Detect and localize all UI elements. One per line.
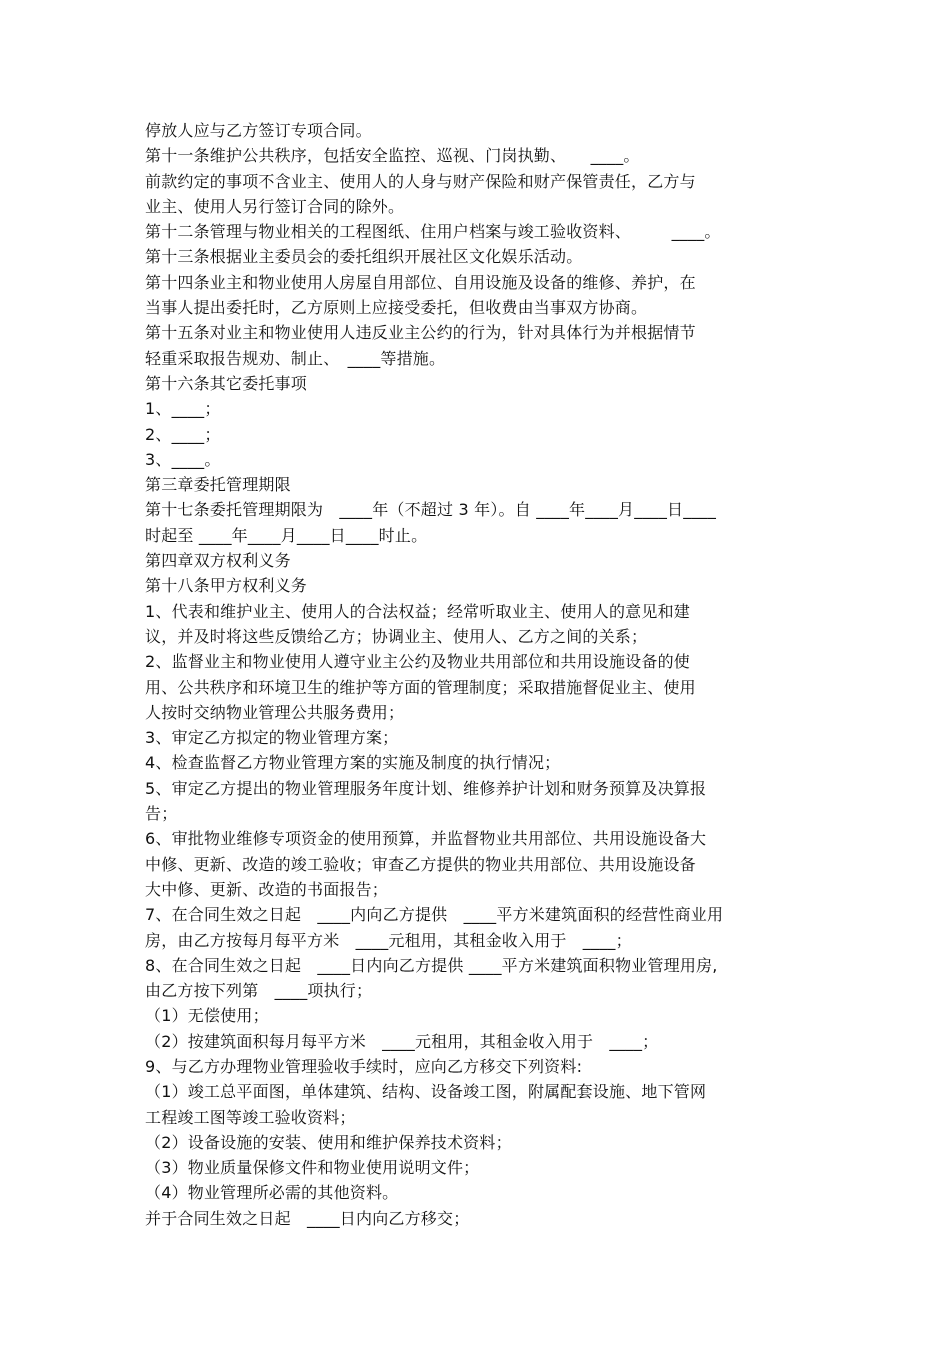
text-line: 房，由乙方按每月每平方米 ____元租用，其租金收入用于 ____； <box>145 930 632 950</box>
sub-list-item: （2）设备设施的安装、使用和维护保养技术资料； <box>145 1132 512 1152</box>
sub-list-item: （2）按建筑面积每月每平方米 ____元租用，其租金收入用于 ____； <box>145 1031 659 1051</box>
chapter-heading: 第三章委托管理期限 <box>145 475 291 495</box>
list-item: 5、审定乙方提出的物业管理服务年度计划、维修养护计划和财务预算及决算报 <box>145 778 707 798</box>
text-line: 第十三条根据业主委员会的委托组织开展社区文化娱乐活动。 <box>145 247 583 267</box>
list-item: 2、____； <box>145 424 221 444</box>
section-heading: 第十八条甲方权利义务 <box>145 576 308 596</box>
list-item: 7、在合同生效之日起 ____内向乙方提供 ____平方米建筑面积的经营性商业用 <box>145 905 724 925</box>
chapter-heading: 第四章双方权利义务 <box>145 551 291 571</box>
document-body <box>145 118 825 1231</box>
text-line: 第十七条委托管理期限为 ____年（不超过 3 年）。自 ____年____月____日____ <box>145 500 717 520</box>
text-line: 第十四条业主和物业使用人房屋自用部位、自用设施及设备的维修、养护，在 <box>145 272 696 292</box>
list-item: 3、审定乙方拟定的物业管理方案； <box>145 728 399 748</box>
text-line: 第十五条对业主和物业使用人违反业主公约的行为，针对具体行为并根据情节 <box>145 323 696 343</box>
text-line: 业主、使用人另行签订合同的除外。 <box>145 196 405 216</box>
text-line: 时起至 ____年____月____日____时止。 <box>145 525 428 545</box>
section-heading: 第十六条其它委托事项 <box>145 373 308 393</box>
sub-list-item: （1）竣工总平面图，单体建筑、结构、设备竣工图，附属配套设施、地下管网 <box>145 1082 707 1102</box>
text-line: 停放人应与乙方签订专项合同。 <box>145 121 372 140</box>
list-item: 9、与乙方办理物业管理验收手续时，应向乙方移交下列资料: <box>145 1056 583 1076</box>
list-item: 3、____。 <box>145 449 221 469</box>
text-line: 中修、更新、改造的竣工验收；审查乙方提供的物业共用部位、共用设施设备 <box>145 854 696 874</box>
sub-list-item: （3）物业质量保修文件和物业使用说明文件； <box>145 1158 480 1178</box>
list-item: 8、在合同生效之日起 ____日内向乙方提供 ____平方米建筑面积物业管理用房, <box>145 955 718 975</box>
text-line: 人按时交纳物业管理公共服务费用； <box>145 702 405 722</box>
sub-list-item: （1）无偿使用； <box>145 1006 269 1026</box>
text-line: 轻重采取报告规劝、制止、 ____等措施。 <box>145 348 446 368</box>
list-item: 6、审批物业维修专项资金的使用预算，并监督物业共用部位、共用设施设备大 <box>145 829 707 849</box>
sub-list-item: （4）物业管理所必需的其他资料。 <box>145 1183 399 1203</box>
text-line: 并于合同生效之日起 ____日内向乙方移交； <box>145 1208 470 1228</box>
list-item: 1、代表和维护业主、使用人的合法权益；经常听取业主、使用人的意见和建 <box>145 601 690 621</box>
text-line: 议，并及时将这些反馈给乙方；协调业主、使用人、乙方之间的关系； <box>145 626 648 646</box>
list-item: 1、____； <box>145 399 221 419</box>
text-line: 大中修、更新、改造的书面报告； <box>145 879 389 899</box>
text-line: 工程竣工图等竣工验收资料； <box>145 1107 356 1127</box>
text-line: 用、公共秩序和环境卫生的维护等方面的管理制度；采取措施督促业主、使用 <box>145 677 696 697</box>
list-item: 4、检查监督乙方物业管理方案的实施及制度的执行情况； <box>145 753 561 773</box>
text-line: 当事人提出委托时，乙方原则上应接受委托，但收费由当事双方协商。 <box>145 298 648 318</box>
text-line: 第十一条维护公共秩序，包括安全监控、巡视、门岗执勤、 ____。 <box>145 146 640 166</box>
list-item: 2、监督业主和物业使用人遵守业主公约及物业共用部位和共用设施设备的使 <box>145 652 690 672</box>
text-line: 由乙方按下列第 ____项执行； <box>145 981 373 1001</box>
text-line: 第十二条管理与物业相关的工程图纸、住用户档案与竣工验收资料、 ____。 <box>145 222 721 242</box>
text-line: 告； <box>145 804 178 824</box>
text-line: 前款约定的事项不含业主、使用人的人身与财产保险和财产保管责任，乙方与 <box>145 171 696 191</box>
